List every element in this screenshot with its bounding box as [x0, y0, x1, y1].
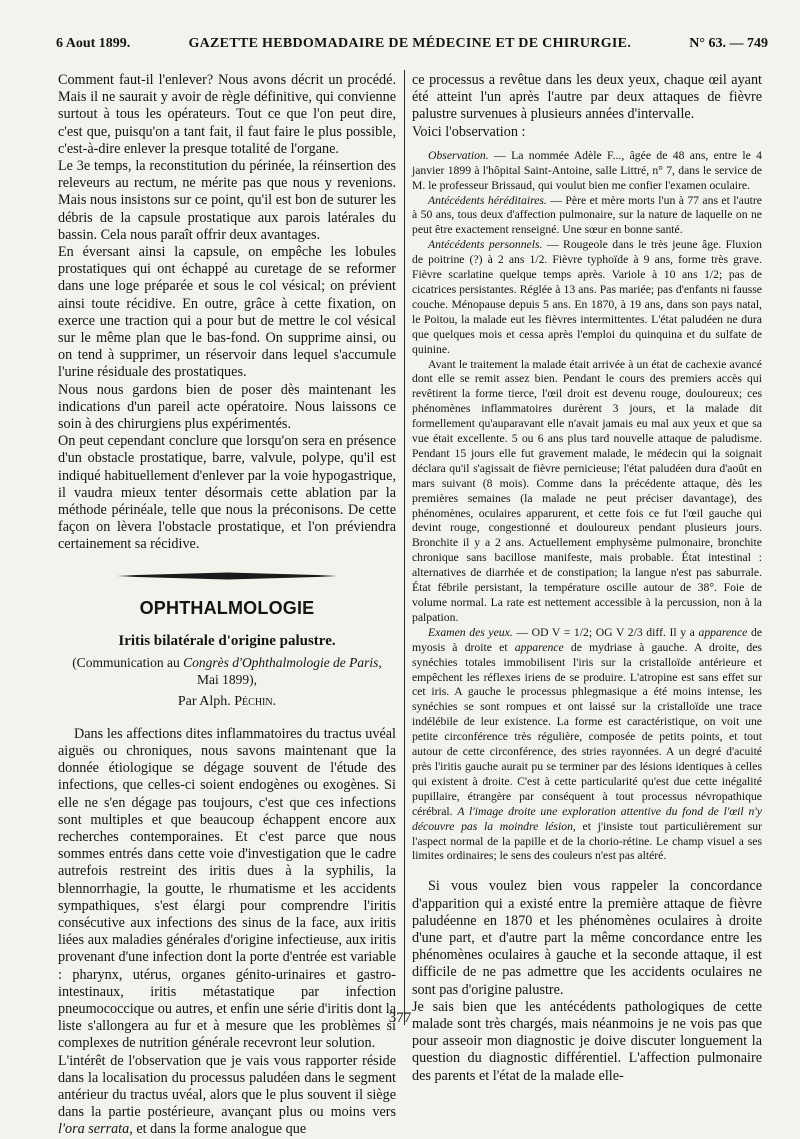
paragraph: Le 3e temps, la reconstitution du périnée, la réinsertion des releveurs au rectum, ne mérite pas que nous y revenions. Mais nous insistons sur ce point, qu'il est bon de suturer les débris de la capsule prostatique aux parois latérales du bassin. Cela nous paraît offrir deux avantages. — [58, 158, 396, 243]
observation-paragraph — [412, 149, 762, 194]
paragraph: Je sais bien que les antécédents pathologiques de cette malade sont très chargés, mais néanmoins je ne vois pas que pour asseoir mon diagnostic je doive discuter longuement la question du diagnostic différentiel. L'affection pulmonaire des parents et l'état de la malade elle- — [412, 998, 762, 1084]
comm-date: Mai 1899), — [197, 671, 257, 687]
text-span: et j'insiste tout particulièrement sur l'aspect normal de la papille et de la chorio-rétine. Le champ visuel a ses limites ordinaires; le sens des couleurs n'est pas altéré. — [412, 819, 762, 863]
paragraph: Si vous voulez bien vous rappeler la concordance d'apparition qui a existé entre la première attaque de fièvre paludéenne en 1870 et les phénomènes oculaires à droite d'une part, et d'autre part la même concordance entre les phénomènes oculaires à gauche et la seconde attaque, il est difficile de ne pas admettre que les accidents oculaires ne sont pas d'origine palustre. — [412, 878, 762, 998]
eye-exam-paragraph — [412, 626, 762, 865]
italic-label: Examen des yeux. — [428, 625, 513, 639]
communication-note — [58, 654, 396, 688]
italic-span: A l'image droite une exploration attentive du fond de l'œil n'y découvre pas la moindre lésion, — [412, 804, 762, 833]
article-title: Iritis bilatérale d'origine palustre. — [118, 632, 336, 649]
paragraph — [58, 1053, 396, 1139]
author-name: Péchin. — [234, 693, 277, 709]
italic-label: Antécédents héréditaires. — [428, 193, 547, 207]
text-span: L'intérêt de l'observation que je vais vous rapporter réside dans la localisation du processus paludéen dans le segment antérieur du tractus uvéal, alors que le plus souvent il siège dans la partie postérieure, avançant plus ou moins vers — [58, 1052, 396, 1121]
paragraph: Comment faut-il l'enlever? Nous avons décrit un procédé. Mais il ne saurait y avoir de règle définitive, qui convienne surtout à tous les opérateurs. Tout ce que l'on peut dire, c'est que, puisqu'on a tant fait, il faut faire le plus possible, c'est-à-dire enlever la presque totalité de l'organe. — [58, 72, 396, 157]
running-header — [56, 36, 768, 62]
text-span: — Père et mère morts l'un à 77 ans et l'autre à 50 ans, tous deux d'affection pulmonaire, sur la nature de laquelle on ne peut être exactement renseigné. Une sœur en bonne santé. — [412, 193, 762, 237]
italic-label: Observation. — [428, 148, 489, 162]
left-column — [58, 72, 396, 1139]
italic-span: l'ora serrata, — [58, 1121, 133, 1138]
paragraph: Dans les affections dites inflammatoires du tractus uvéal aiguës ou chroniques, nous savons maintenant que la donnée étiologique se dégage souvent de l'étude des infections, que celles-ci soient endogènes ou exogènes. Si elle ne s'en dégage pas toujours, c'est que ces infections sont multiples et que beaucoup échappent encore aux recherches contemporaines. Et c'est parce que nous sommes entrés dans cette voie d'investigation que le cadre autrefois restreint des iritis dues à la syphilis, la blennorrhagie, la goutte, le rhumatisme et les accidents sympathiques, s'est élargi pour comprendre l'iritis consécutive aux infections des sinus de la face, aux iritis liées aux maladies générales d'origine infectieuse, aux iritis provenant d'une infection dont la porte d'entrée est variable : pharynx, utérus, organes génito-urinaires et gastro-intestinaux, iritis métastatique par infection pneumococcique ou autres, et enfin une série d'iritis dont la liste s'allongera au fur et à mesure que les problèmes si complexes de nutrition générale recevront leur solution. — [58, 725, 396, 1052]
author-prefix: Par Alph. — [177, 693, 235, 709]
header-title: GAZETTE HEBDOMADAIRE DE MÉDECINE ET DE CHIRURGIE. — [188, 36, 632, 51]
spacer — [412, 864, 762, 878]
italic-span: apparence — [698, 625, 748, 639]
ornament-icon — [117, 572, 337, 580]
comm-prefix: (Communication au — [72, 654, 184, 670]
spacer — [412, 141, 762, 149]
italic-span: apparence — [514, 640, 564, 654]
header-issue: N° 63. — 749 — [689, 36, 768, 51]
column-divider — [404, 70, 405, 1025]
text-span: — Rougeole dans le très jeune âge. Fluxion de poitrine (?) à 2 ans 1/2. Fièvre typhoïde à 9 ans, forme très grave. Fièvre scarlatine quelque temps après. Variole à 10 ans 1/2; pas de cicatrices persistantes. Réglée à 13 ans. Pas mariée; pas d'enfants ni fausse couche. Ménopause depuis 5 ans. En 1870, à 19 ans, dans son pays natal, le Poitou, la malade eut les fièvres intermittentes. L'état paludéen ne dura que quelques mois et cessa après l'emploi du quinquina et du sulfate de quinine. — [412, 238, 762, 356]
italic-label: Antécédents personnels. — [428, 238, 543, 252]
paragraph: En éversant ainsi la capsule, on empêche les lobules prostatiques qui ont échappé au curetage de se reformer dans une loge préparée et sous le col vésical; on prévient ainsi toute récidive. En outre, grâce à cette fixation, on exerce une traction qui a pour but de mettre le col vésical sur le même plan que le bas-fond. On supprime ainsi, ou on tend à supprimer, un réservoir dans lequel s'accumule l'urine résiduale des prostatiques. — [58, 244, 396, 381]
paragraph: Avant le traitement la malade était arrivée à un état de cachexie avancé dont elle se remit assez bien. Pendant le cours des premiers accès qui revêtirent la forme tierce, l'œil droit est devenu rouge, douloureux; ces phénomènes inflammatoires durèrent 3 jours, et la malade dit formellement qu'auparavant elle n'avait jamais eu mal aux yeux et que sa vue était excellente. 5 ou 6 ans plus tard nouvelle attaque de paludisme. Pendant 15 jours elle fut gravement malade, le médecin qui la soignait déclara qu'il s'agissait de fièvre pernicieuse; l'état paludéen dura d'août en mars suivant (8 mois). Comme dans la précédente attaque, dès les premières semaines (la malade ne peut préciser davantage), des phénomènes, oculaires apparurent, et cette fois ce fut l'œil gauche qui devint rouge, congestionné et douloureux pendant plusieurs jours. Bronchite il y a 2 ans. Actuellement emphysème pulmonaire, bronchite chronique sans bacillose manifeste, mais probable. État intestinal : alternatives de diarrhée et de constipation; la langue n'est pas saburrale. État fébrile persistant, la température oscille autour de 38°. Foie de volume normal. La rate est nettement accessible à la percussion, non à la palpation. — [412, 357, 762, 624]
text-span: et dans la forme analogue que — [132, 1121, 307, 1138]
paragraph: ce processus a revêtue dans les deux yeux, chaque œil ayant été atteint l'un après l'autre par deux attaques de fièvre palustre survenues à plusieurs années d'intervalle. — [412, 72, 762, 123]
text-span: — OD V = 1/2; OG V 2/3 diff. Il y a — [512, 625, 699, 639]
comm-congress: Congrès d'Ophthalmologie de Paris, — [183, 654, 382, 670]
ornamental-rule — [58, 572, 396, 580]
section-heading: OPHTHALMOLOGIE — [139, 597, 315, 618]
text-span: de mydriase à gauche. A droite, des synéchies totales immobilisent l'iris sur la cristalloïde antérieure et empêchent les réflexes iriens de se produire. L'atropine est sans effet sur cet iris. A gauche le processus phlegmasique a été moins intense, les synéchies se sont rompues et ont laissé sur la cristalloïde une trace indélébile de leur existence. La forme est caractéristique, on voit une petite circonférence très régulière, composée de petits points, et tout autour de cette circonférence, des stries rayonnées. A un degré d'acuité près l'iritis gauche aurait pu se terminer par des lésions identiques à celles qui existent à droite. C'est à cette particularité qu'est due cette inégalité pupillaire, étrangère par conséquent à tout processus névropathique cérébral. — [412, 640, 762, 818]
right-column — [412, 72, 762, 1085]
heredity-paragraph — [412, 194, 762, 239]
paragraph: Voici l'observation : — [412, 123, 526, 140]
page-number: 377 — [388, 1010, 412, 1026]
paragraph: Nous nous gardons bien de poser dès maintenant les indications d'un pareil acte opératoire. Nous laissons ce soin à des chirurgiens plus expérimentés. — [58, 381, 396, 433]
header-date: 6 Aout 1899. — [56, 36, 131, 51]
personal-history-paragraph — [412, 238, 762, 357]
text-span: de myosis à droite et — [412, 625, 763, 654]
text-span: — La nommée Adèle F..., âgée de 48 ans, entre le 4 janvier 1899 à l'hôpital Saint-Antoine, salle Littré, n° 7, dans le service de M. le professeur Brissaud, qui voulut bien me confier l'examen oculaire. — [412, 148, 762, 192]
author-line — [58, 694, 396, 710]
paragraph: On peut cependant conclure que lorsqu'on sera en présence d'un obstacle prostatique, barre, valvule, polype, qu'il est indiqué habituellement d'enlever par la voie hypogastrique, il vaudra mieux tenter désormais cette ablation par la méthode périnéale, telle que nous la préconisons. De cette façon on lèvera l'obstacle prostatique, et l'on préviendra certainement sa récidive. — [58, 433, 396, 553]
